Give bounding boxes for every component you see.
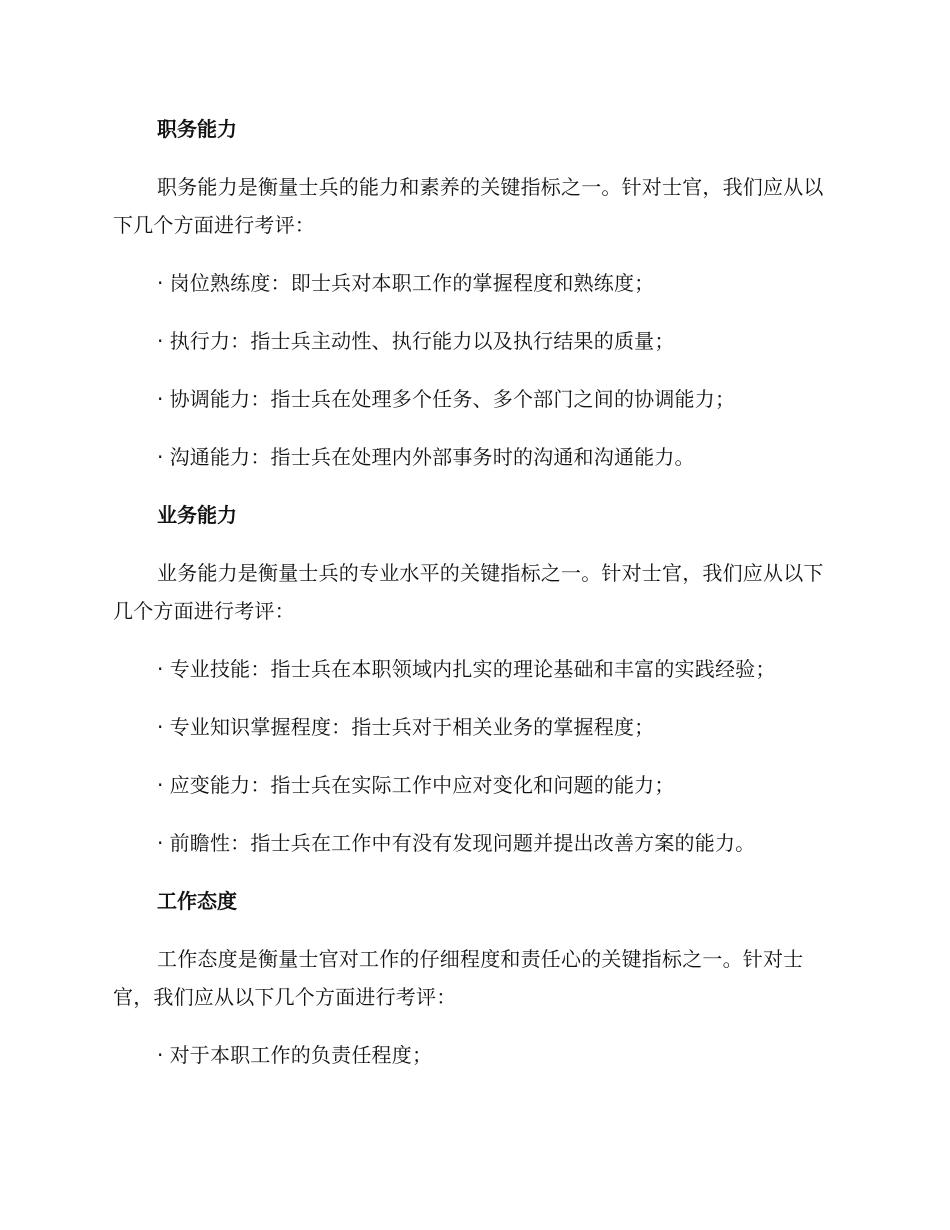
bullet-text: 专业知识掌握程度：指士兵对于相关业务的掌握程度； <box>169 715 655 739</box>
bullet-item <box>113 438 833 476</box>
bullet-dot-icon: · <box>157 773 164 797</box>
section-heading: 业务能力 <box>157 503 237 527</box>
bullet-dot-icon: · <box>157 329 164 353</box>
section-intro: 业务能力是衡量士兵的专业水平的关键指标之一。针对士官，我们应从以下几个方面进行考评： <box>113 561 824 623</box>
section-heading: 职务能力 <box>157 117 237 141</box>
bullet-dot-icon: · <box>157 715 164 739</box>
bullet-text: 执行力：指士兵主动性、执行能力以及执行结果的质量； <box>169 329 675 353</box>
bullet-dot-icon: · <box>157 657 164 681</box>
bullet-item <box>113 380 833 418</box>
bullet-text: 岗位熟练度：即士兵对本职工作的掌握程度和熟练度； <box>169 271 655 295</box>
bullet-dot-icon: · <box>157 1043 164 1067</box>
section-intro: 工作态度是衡量士官对工作的仔细程度和责任心的关键指标之一。针对士官，我们应从以下几个方面进行考评： <box>113 947 804 1009</box>
bullet-item <box>113 824 833 862</box>
section-intro: 职务能力是衡量士兵的能力和素养的关键指标之一。针对士官，我们应从以下几个方面进行考评： <box>113 175 824 237</box>
bullet-text: 专业技能：指士兵在本职领域内扎实的理论基础和丰富的实践经验； <box>169 657 776 681</box>
bullet-item <box>113 766 833 804</box>
bullet-text: 沟通能力：指士兵在处理内外部事务时的沟通和沟通能力。 <box>169 445 695 469</box>
bullet-item <box>113 322 833 360</box>
document-body <box>113 110 833 1094</box>
bullet-item <box>113 1036 833 1074</box>
bullet-dot-icon: · <box>157 445 164 469</box>
bullet-text: 前瞻性：指士兵在工作中有没有发现问题并提出改善方案的能力。 <box>169 831 756 855</box>
bullet-text: 应变能力：指士兵在实际工作中应对变化和问题的能力； <box>169 773 675 797</box>
bullet-text: 对于本职工作的负责任程度； <box>169 1043 433 1067</box>
bullet-dot-icon: · <box>157 271 164 295</box>
bullet-text: 协调能力：指士兵在处理多个任务、多个部门之间的协调能力； <box>169 387 736 411</box>
bullet-item <box>113 708 833 746</box>
bullet-dot-icon: · <box>157 831 164 855</box>
bullet-item <box>113 650 833 688</box>
section-heading: 工作态度 <box>157 889 237 913</box>
bullet-item <box>113 264 833 302</box>
bullet-dot-icon: · <box>157 387 164 411</box>
